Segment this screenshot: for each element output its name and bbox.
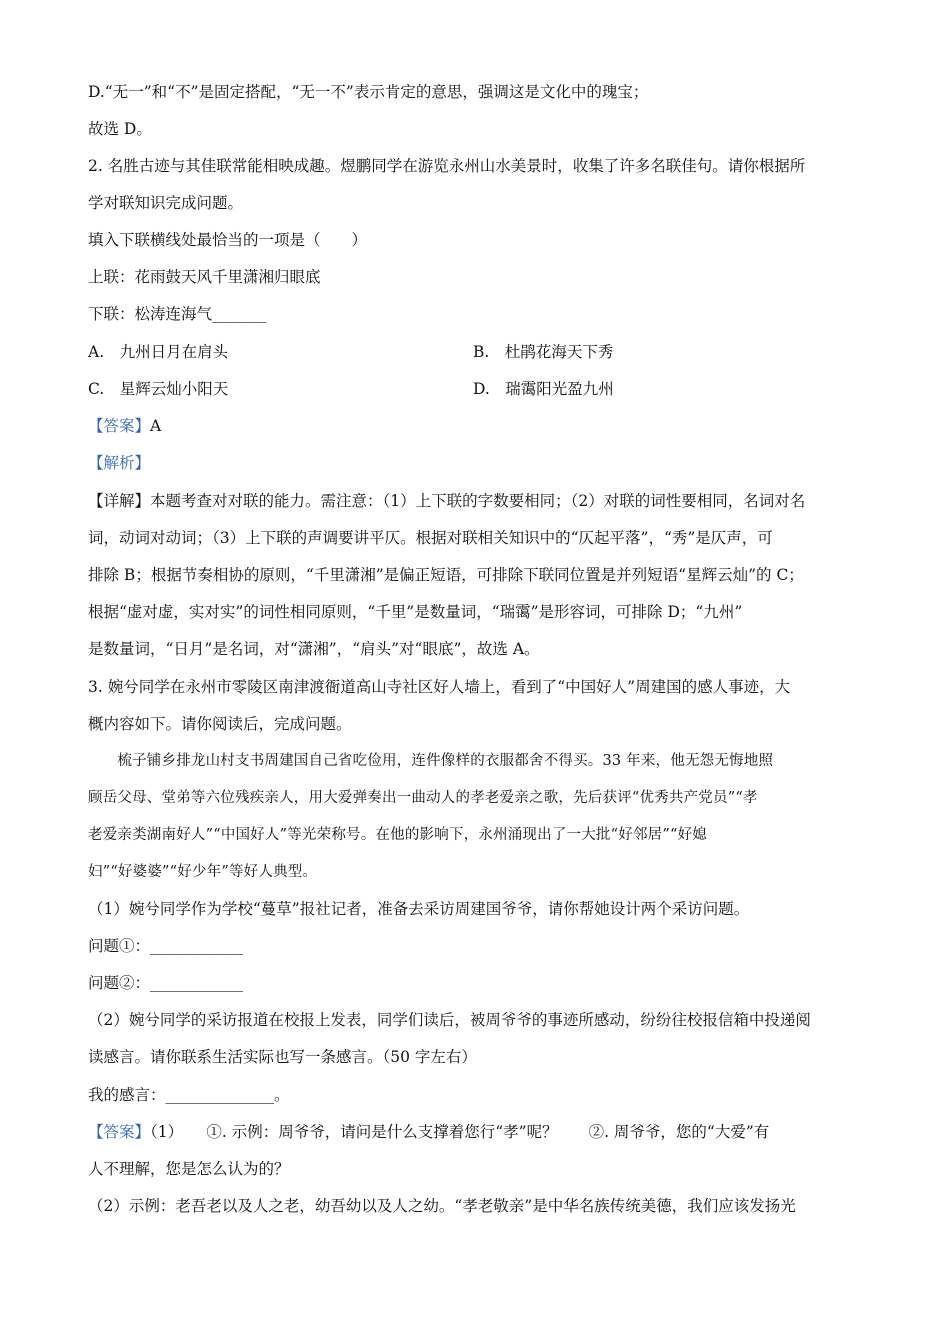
subquestion-1: （1）婉兮同学作为学校“蔓草”报社记者，准备去采访周建国爷爷，请你帮她设计两个采访问题。 (88, 900, 750, 918)
option-c: C. 星辉云灿小阳天 (88, 380, 229, 398)
answer-2-text: （1） ①. 示例：周爷爷，请问是什么支撑着您行“孝”呢？ ②. 周爷爷，您的“大爱”有 (150, 1123, 770, 1141)
subquestion-2-cont: 读感言。请你联系生活实际也写一条感言。（50 字左右） (88, 1048, 477, 1066)
question-2-stem: 2. 名胜古迹与其佳联常能相映成趣。煜鹏同学在游览永州山水美景时，收集了许多名联佳句。请你根据所 (88, 157, 806, 175)
upper-couplet: 上联：花雨鼓天风千里潇湘归眼底 (88, 268, 321, 286)
reflection-blank: 我的感言：______________。 (88, 1086, 290, 1104)
answer-line (88, 415, 868, 437)
answer-2-line-3: （2）示例：老吾老以及人之老，幼吾幼以及人之幼。“孝老敬亲”是中华名族传统美德，我们应该发扬光 (88, 1197, 796, 1215)
answer-2-line-1 (88, 1121, 868, 1143)
answer-2-tag: 【答案】 (88, 1123, 151, 1141)
subquestion-2: （2）婉兮同学的采访报道在校报上发表，同学们读后，被周爷爷的事迹所感动，纷纷往校报信箱中投递阅 (88, 1011, 811, 1029)
passage-line-3: 老爱亲类湖南好人”“中国好人”等光荣称号。在他的影响下，永州涌现出了一大批“好邻居”“好媳 (88, 827, 707, 843)
passage-line-1: 梳子铺乡排龙山村支书周建国自己省吃俭用，连件像样的衣服都舍不得买。33 年来，他无怨无悔地照 (88, 753, 774, 769)
answer-value: A (150, 417, 162, 435)
lower-couplet: 下联：松涛连海气_______ (88, 305, 267, 323)
analysis-tag: 【解析】 (88, 454, 151, 472)
question-2-stem-cont: 学对联知识完成问题。 (88, 194, 244, 212)
detail-line-4: 根据“虚对虚，实对实”的词性相同原则，“千里”是数量词，“瑞霭”是形容词，可排除 D；“九州” (88, 603, 743, 621)
option-b: B. 杜鹃花海天下秀 (473, 343, 614, 361)
question-2-prompt: 填入下联横线处最恰当的一项是（ ） (88, 231, 368, 249)
question-3-stem: 3. 婉兮同学在永州市零陵区南津渡衙道高山寺社区好人墙上，看到了“中国好人”周建国的感人事迹，大 (88, 678, 791, 696)
option-d: D. 瑞霭阳光盈九州 (473, 380, 614, 398)
passage-line-2: 顾岳父母、堂弟等六位残疾亲人，用大爱弹奏出一曲动人的孝老爱亲之歌，先后获评“优秀共产党员”“孝 (88, 790, 758, 806)
answer-2-line-2: 人不理解，您是怎么认为的？ (88, 1160, 290, 1178)
passage-line-4: 妇”“好婆婆”“好少年”等好人典型。 (88, 864, 318, 880)
conclusion-line: 故选 D。 (88, 120, 152, 138)
detail-line-1: 【详解】本题考查对对联的能力。需注意：（1）上下联的字数要相同；（2）对联的词性要相同，名词对名 (88, 492, 806, 510)
answer-tag: 【答案】 (88, 417, 151, 435)
option-a: A. 九州日月在肩头 (88, 343, 229, 361)
question-3-stem-cont: 概内容如下。请你阅读后，完成问题。 (88, 715, 352, 733)
analysis-line (88, 452, 868, 474)
detail-line-3: 排除 B；根据节奏相协的原则，“千里潇湘”是偏正短语，可排除下联同位置是并列短语“星辉云灿”的 C； (88, 566, 804, 584)
question-blank-2: 问题②：____________ (88, 974, 244, 992)
detail-line-5: 是数量词，“日月”是名词，对“潇湘”，“肩头”对“眼底”，故选 A。 (88, 640, 540, 658)
question-blank-1: 问题①：____________ (88, 937, 244, 955)
detail-line-2: 词，动词对动词；（3）上下联的声调要讲平仄。根据对联相关知识中的“仄起平落”，“秀”是仄声，可 (88, 529, 773, 547)
option-d-explanation: D.“无一”和“不”是固定搭配，“无一不”表示肯定的意思，强调这是文化中的瑰宝； (88, 83, 649, 101)
